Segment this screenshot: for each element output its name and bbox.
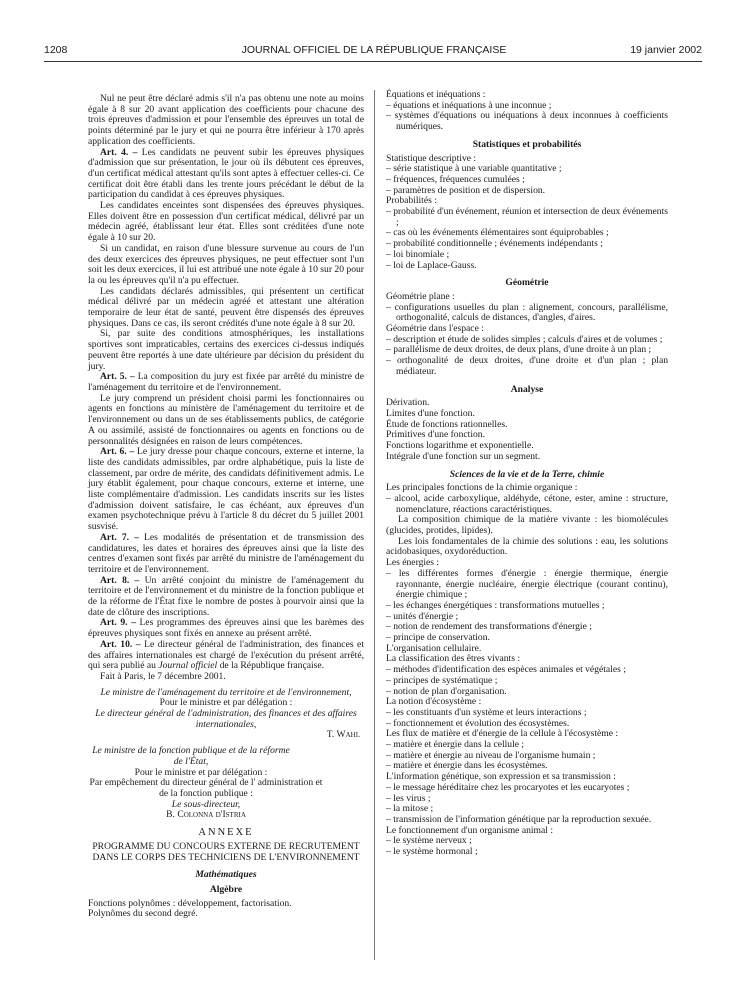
list-item: Dérivation. <box>386 397 430 409</box>
list-item: – matière et énergie dans la cellule ; <box>386 739 525 751</box>
list-item: – méthodes d'identification des espèces animales et végétales ; <box>386 664 626 676</box>
list-item: Limites d'une fonction. <box>386 407 475 419</box>
list-item: – les virus ; <box>386 792 431 804</box>
geometrie-espace-list <box>386 335 668 378</box>
list-item: – matière et énergie dans les écosystèmes. <box>386 760 548 772</box>
probabilites-list <box>386 207 668 271</box>
fonctionnement-title: Le fonctionnement d'un organisme animal : <box>386 824 554 836</box>
right-column <box>386 89 668 858</box>
information-genetique-list <box>386 783 668 826</box>
list-item: – systèmes d'équations ou inéquations à deux inconnues à coefficients numériques. <box>386 110 668 133</box>
list-item: – cas où les événements élémentaires sont équiprobables ; <box>386 227 609 239</box>
signature-1-name: T. Wahl <box>326 729 360 741</box>
list-item: – les différentes formes d'énergie : énergie thermique, énergie rayonnante, énergie nucléaire, énergie électrique (courant continu), énergie chimique ; <box>386 567 668 601</box>
column-divider <box>374 90 375 960</box>
article-6-text: Le jury dresse pour chaque concours, externe et interne, la liste des candidats admissibles, par ordre alphabétique, puis la liste de classement, par ordre de mérite, des candidats définitivement admis. Le jury établit également, pour chaque concours, externe et interne, une liste complémentaire d'admission. Les candidats inscrits sur les listes d'admission doivent satisfaire, le cas échéant, aux épreuves d'un examen psychotechnique prévu à l'article 8 du décret du 5 juillet 2001 susvisé. <box>88 446 364 533</box>
algebre-item-1: Fonctions polynômes : développement, factorisation. <box>88 897 292 909</box>
issue-date: 19 janvier 2002 <box>630 44 702 56</box>
article-10-text-a: Le directeur général de l'administration, des finances et des affaires internationales est chargé de l'exécution du présent arrêté, qui sera publié au <box>88 638 364 672</box>
list-item: – la mitose ; <box>386 803 434 815</box>
paragraph-blessure: Si un candidat, en raison d'une blessure survenue au cours de l'un des deux exercices des épreuves physiques, ne peut effectuer sont l'un soit les deux exercices, il lui est attribué une note égale à 10 sur 20 pour la ou les épreuves qu'il n'a pu effectuer. <box>88 242 365 286</box>
flux-title: Les flux de matière et d'énergie de la cellule à l'écosystème : <box>386 728 619 740</box>
list-item: – les échanges énergétiques : transformations mutuelles ; <box>386 599 605 611</box>
list-item: – probabilité conditionnelle ; événements indépendants ; <box>386 238 603 250</box>
list-item: – unités d'énergie ; <box>386 610 459 622</box>
list-item: – principes de systématique ; <box>386 674 498 686</box>
article-4 <box>88 148 364 202</box>
list-item: – le système hormonal ; <box>386 846 478 858</box>
list-item: – transmission de l'information génétique par la reproduction sexuée. <box>386 814 652 825</box>
header-rule <box>44 61 702 62</box>
list-item: – alcool, acide carboxylique, aldéhyde, cétone, ester, amine : structure, nomenclature, réactions caractéristiques. <box>386 492 668 515</box>
article-10 <box>88 640 364 672</box>
energies-title: Les énergies : <box>386 557 440 569</box>
list-item: – le système nerveux ; <box>386 835 472 847</box>
signature-2-role: Le ministre de la fonction publique et de la réforme de l'État, <box>92 745 290 767</box>
article-9-text: Les programmes des épreuves ainsi que les barèmes des épreuves physiques sont fixés en annexe au présent arrêté. <box>88 617 364 640</box>
list-item: – orthogonalité de deux droites, d'une droite et d'un plan ; plan médiateur. <box>386 355 668 377</box>
list-item: – parallélisme de deux droites, de deux plans, d'une droite à un plan ; <box>386 344 652 356</box>
article-5 <box>88 372 364 393</box>
information-genetique-title: L'information génétique, son expression et sa transmission : <box>386 771 616 783</box>
list-item: – notion de plan d'organisation. <box>386 685 507 697</box>
section-sciences-vie-terre: Sciences de la vie et de la Terre, chimie <box>449 468 605 480</box>
paragraph-admission: Nul ne peut être déclaré admis s'il n'a pas obtenu une note au moins égale à 8 sur 20 avant application des coefficients pour chacune des trois épreuves d'admission et pour l'ensemble des épreuves un total de points déterminé par le jury et qui ne pourra être inférieur à 170 après application des coefficients. <box>88 93 364 147</box>
article-9 <box>88 618 364 639</box>
annexe-heading: ANNEXE <box>198 827 254 839</box>
left-column <box>88 94 364 920</box>
classification-list <box>386 665 668 697</box>
section-statistiques: Statistiques et probabilités <box>472 138 582 150</box>
list-item: – principe de conservation. <box>386 632 490 644</box>
list-item: Étude de fonctions rationnelles. <box>386 418 508 430</box>
lois-fondamentales: Les lois fondamentales de la chimie des solutions : eau, les solutions acidobasiques, oxydoréduction. <box>386 535 668 558</box>
signature-1-director: Le directeur général de l'administration, des finances et des affaires internationales, <box>95 708 357 730</box>
article-7-text: Les modalités de présentation et de transmission des candidatures, les dates et horaires des épreuves ainsi que la liste des centres d'examen sont fixés par arrêté du ministre de l'aménagement du territoire et de l'environnement. <box>88 531 364 575</box>
list-item: – les constituants d'un système et leurs interactions ; <box>386 706 587 718</box>
paragraph-admissibles: Les candidats déclarés admissibles, qui présentent un certificat médical délivré par un médecin agréé et attestant une altération temporaire de leur état de santé, peuvent être dispensés des épreuves physiques. Dans ce cas, ils seront crédités d'une note égale à 8 sur 20. <box>88 285 364 329</box>
ecosysteme-list <box>386 708 668 729</box>
list-item: – fréquences, fréquences cumulées ; <box>386 173 525 185</box>
article-10-journal: Journal officiel <box>158 660 218 672</box>
fait-a-paris: Fait à Paris, le 7 décembre 2001. <box>100 670 226 682</box>
paragraph-atmospheriques: Si, par suite des conditions atmosphériques, les installations sportives sont impraticables, certains des exercices ci-dessus indiqués peuvent être reportés à une date ultérieure par décision du président du jury. <box>88 328 364 372</box>
list-item: Fonctions logarithme et exponentielle. <box>386 440 534 452</box>
article-8 <box>88 576 364 619</box>
list-item: Primitives d'une fonction. <box>386 429 485 441</box>
article-10-label: Art. 10. – <box>100 638 141 650</box>
article-7-label: Art. 7. – <box>100 531 139 543</box>
article-5-label: Art. 5. – <box>100 371 135 383</box>
organisation-cellulaire: L'organisation cellulaire. <box>386 642 482 654</box>
list-item: – fonctionnement et évolution des écosystèmes. <box>386 717 570 729</box>
signature-2-delegation: Pour le ministre et par délégation : <box>134 766 268 778</box>
section-analyse: Analyse <box>510 383 544 395</box>
article-6 <box>88 447 364 533</box>
signature-2-name: B. Colonna d'Istria <box>166 809 246 821</box>
flux-list <box>386 740 668 772</box>
article-4-label: Art. 4. – <box>100 146 138 158</box>
programme-heading: PROGRAMME DU CONCOURS EXTERNE DE RECRUTEMENT DANS LE CORPS DES TECHNICIENS DE L'ENVIRONNEMENT <box>92 840 360 863</box>
list-item: – série statistique à une variable quantitative ; <box>386 163 562 175</box>
section-algebre: Algèbre <box>209 883 243 895</box>
article-9-label: Art. 9. – <box>100 617 136 629</box>
probabilites-title: Probabilités : <box>386 195 437 207</box>
list-item: Intégrale d'une fonction sur un segment. <box>386 450 541 462</box>
signature-1-delegation: Pour le ministre et par délégation : <box>159 697 293 709</box>
list-item: – paramètres de position et de dispersion. <box>386 184 546 196</box>
article-4-text: Les candidats ne peuvent subir les épreuves physiques d'admission que sur présentation, le jour où ils débutent ces épreuves, d'un certificat médical attestant qu'ils sont aptes à effectuer celles-ci. Ce certificat doit être établi dans les trente jours précédant le début de la participation du candidat à ces épreuves physiques. <box>88 146 364 201</box>
paragraph-jury: Le jury comprend un président choisi parmi les fonctionnaires ou agents en fonctions au ministère de l'aménagement du territoire et de l'environnement ou dans un de ses établissements publics, de catégorie A ou assimilé, assisté de fonctionnaires ou agents en fonctions ou de personnalités désignées en raison de leurs compétences. <box>88 392 364 447</box>
energies-list <box>386 569 668 644</box>
list-item: – équations et inéquations à une inconnue ; <box>386 99 552 111</box>
statistique-list <box>386 164 668 196</box>
statistique-descriptive: Statistique descriptive : <box>386 152 477 164</box>
journal-title: JOURNAL OFFICIEL DE LA RÉPUBLIQUE FRANÇAISE <box>241 44 507 56</box>
list-item: – loi binomiale ; <box>386 248 450 260</box>
signature-1-role: Le ministre de l'aménagement du territoire et de l'environnement, <box>100 686 352 698</box>
chimie-organique-title: Les principales fonctions de la chimie organique : <box>386 482 578 494</box>
fonctionnement-list <box>386 836 668 857</box>
geometrie-espace: Géométrie dans l'espace : <box>386 323 484 335</box>
geometrie-plane: Géométrie plane : <box>386 290 455 302</box>
equations-list <box>386 101 668 133</box>
signature-2-sous-directeur: Le sous-directeur, <box>171 798 241 810</box>
section-geometrie: Géométrie <box>505 277 549 289</box>
list-item: – description et étude de solides simples ; calculs d'aires et de volumes ; <box>386 333 663 345</box>
article-6-label: Art. 6. – <box>100 446 135 458</box>
article-7 <box>88 533 364 576</box>
classification-title: La classification des êtres vivants : <box>386 653 521 665</box>
article-8-text: Un arrêté conjoint du ministre de l'aménagement du territoire et de l'environnement et du ministre de la fonction publique et de la réforme de l'État fixe le nombre de postes à pourvoir ainsi que la date de clôture des inscriptions. <box>88 574 364 618</box>
analyse-list <box>386 398 668 462</box>
algebre-item-2: Polynômes du second degré. <box>88 908 198 920</box>
list-item: – notion de rendement des transformations d'énergie ; <box>386 621 592 633</box>
list-item: – le message héréditaire chez les procaryotes et les eucaryotes ; <box>386 781 630 793</box>
article-10-text-b: de la République française. <box>217 660 325 672</box>
geometrie-plane-list <box>386 303 668 324</box>
list-item: – matière et énergie au niveau de l'organisme humain ; <box>386 749 596 761</box>
equations-title: Équations et inéquations : <box>386 89 486 100</box>
signature-2-empechement: Par empêchement du directeur général de l' administration et de la fonction publique : <box>89 777 323 799</box>
paragraph-enceintes: Les candidates enceintes sont dispensées des épreuves physiques. Elles doivent être en possession d'un certificat médical, délivré par un médecin agréé, établissant leur état. Elles sont créditées d'une note égale à 10 sur 20. <box>88 200 364 244</box>
article-8-label: Art. 8. – <box>100 574 140 586</box>
list-item: – loi de Laplace-Gauss. <box>386 259 477 271</box>
list-item: – configurations usuelles du plan : alignement, concours, parallélisme, orthogonalité, calculs de distances, d'angles, d'aires. <box>386 301 668 324</box>
article-5-text: La composition du jury est fixée par arrêté du ministre de l'aménagement du territoire et de l'environnement. <box>88 371 364 393</box>
list-item: – probabilité d'un événement, réunion et intersection de deux événements ; <box>386 206 668 228</box>
composition-chimique: La composition chimique de la matière vivante : les biomolécules (glucides, protides, lipides). <box>386 514 668 537</box>
chimie-organique-list <box>386 494 668 515</box>
page-number: 1208 <box>44 44 68 56</box>
section-mathematiques: Mathématiques <box>195 869 257 881</box>
ecosysteme-title: La notion d'écosystème : <box>386 696 482 708</box>
